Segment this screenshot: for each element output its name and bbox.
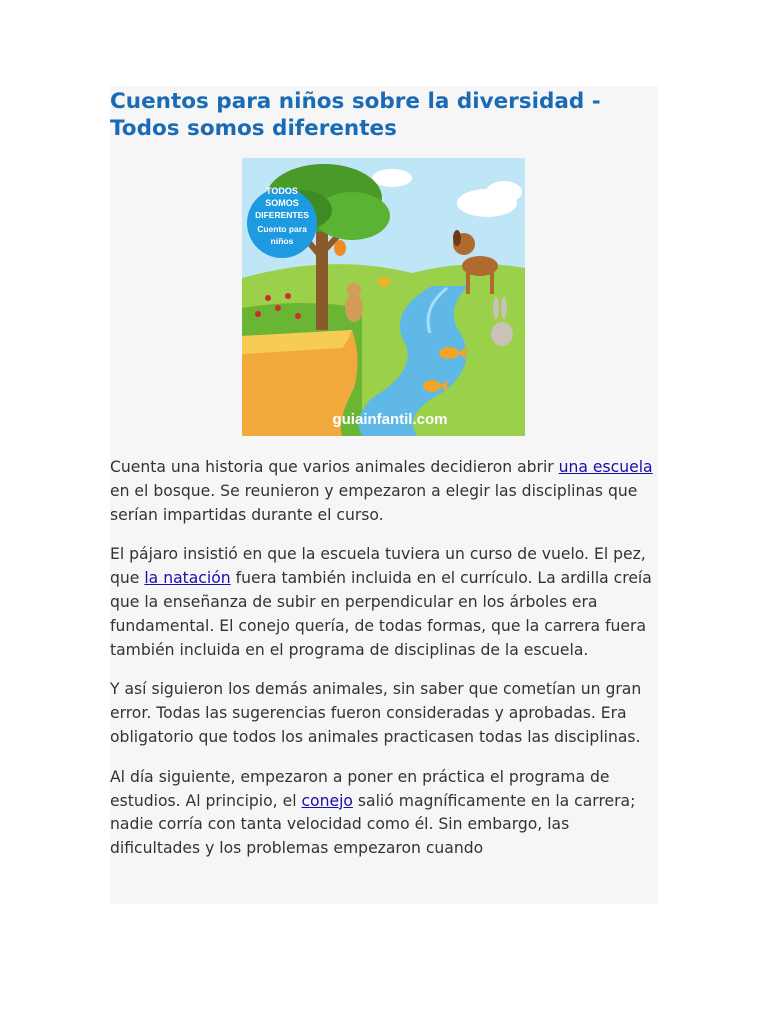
badge-line-1: TODOS xyxy=(266,186,298,196)
article-content xyxy=(110,86,658,904)
paragraph-3-text: Y así siguieron los demás animales, sin saber que cometían un gran error. Todas las sugerencias fueron consideradas y aprobadas. Era obligatorio que todos los animales practicasen todas las disciplinas. xyxy=(110,680,642,746)
squirrel-figure xyxy=(345,283,363,322)
paragraph-1 xyxy=(110,456,658,527)
paragraph-4 xyxy=(110,766,658,861)
paragraph-1-text-b: en el bosque. Se reunieron y empezaron a elegir las disciplinas que serían impartidas durante el curso. xyxy=(110,481,638,524)
paragraph-3 xyxy=(110,678,658,749)
link-conejo[interactable]: conejo xyxy=(301,791,353,810)
paragraph-4-text-a: Al día siguiente, empezaron a poner en práctica el programa de estudios. Al principio, el xyxy=(110,767,610,810)
image-watermark: guiainfantil.com xyxy=(332,411,448,428)
paragraph-2-text-b: fuera también incluida en el currículo. La ardilla creía que la enseñanza de subir en perpendicular en los árboles era fundamental. El conejo quería, de todas formas, que la carrera fuera también incluida en el programa de disciplinas de la escuela. xyxy=(110,569,652,659)
badge-line-5: niños xyxy=(270,236,294,246)
paragraph-1-text-a: Cuenta una historia que varios animales decidieron abrir xyxy=(110,458,559,476)
story-illustration xyxy=(242,158,525,436)
paragraph-2 xyxy=(110,543,658,662)
paragraph-4-text-b: salió magníficamente en la carrera; nadie corría con tanta velocidad como él. Sin embargo, las dificultades y los problemas empezaron cuando xyxy=(110,791,636,858)
link-una-escuela[interactable]: una escuela xyxy=(558,458,653,476)
badge-line-3: DIFERENTES xyxy=(255,210,309,220)
badge-line-4: Cuento para xyxy=(257,224,307,234)
badge-line-2: SOMOS xyxy=(265,198,299,208)
paragraph-2-text-a: El pájaro insistió en que la escuela tuviera un curso de vuelo. El pez, que xyxy=(110,545,646,588)
article-title: Cuentos para niños sobre la diversidad - Todos somos diferentes xyxy=(110,89,601,141)
link-la-natacion[interactable]: la natación xyxy=(144,569,231,588)
